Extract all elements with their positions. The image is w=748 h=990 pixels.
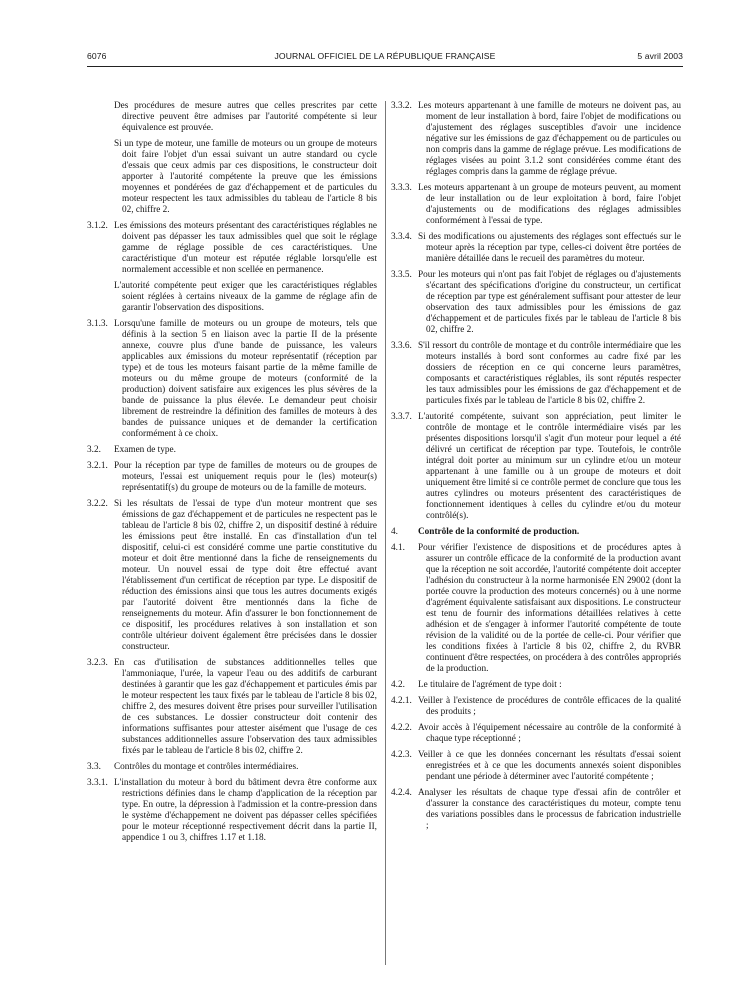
paragraph	[391, 750, 681, 783]
paragraph-text: Si des modifications ou ajustements des réglages sont effectués sur le moteur après la réception par type, celles-ci doivent être portées de manière détaillée dans le recueil des paramètres du moteur.	[418, 232, 681, 264]
paragraph-text: Examen de type.	[114, 445, 176, 455]
paragraph-text: Contrôles du montage et contrôles intermédiaires.	[114, 762, 299, 772]
header-rule	[87, 66, 683, 67]
paragraph-number: 3.3.5.	[391, 270, 412, 280]
right-column	[391, 101, 681, 837]
paragraph	[87, 101, 377, 134]
paragraph-number: 4.2.4.	[391, 788, 412, 798]
paragraph-text: Les moteurs appartenant à une famille de moteurs ne doivent pas, au moment de leur installation à bord, faire l'objet de modifications ou d'ajustement des réglages susceptibles d'avoir une incidence négative sur les émissions de gaz d'échappement ou de particules ou non compris dans la gamme de réglage prévue. Les modifications de réglages visées au point 3.1.2 sont considérées comme étant des réglages compris dans la gamme de réglage prévue.	[418, 101, 681, 177]
paragraph	[87, 762, 377, 773]
paragraph	[391, 183, 681, 227]
paragraph-number: 3.3.4.	[391, 232, 412, 242]
paragraph-number: 3.3.1.	[87, 778, 108, 788]
paragraph-text: Avoir accès à l'équipement nécessaire au contrôle de la conformité à chaque type réceptionné ;	[418, 723, 681, 744]
paragraph-number: 4.2.3.	[391, 750, 412, 760]
paragraph-number: 3.1.2.	[87, 221, 108, 231]
paragraph	[87, 445, 377, 456]
paragraph-number: 3.2.3.	[87, 658, 108, 668]
page-header	[87, 51, 683, 65]
section-title: Contrôle de la conformité de production.	[418, 527, 580, 537]
paragraph	[87, 461, 377, 494]
left-column	[87, 101, 377, 849]
paragraph-text: Veiller à l'existence de procédures de contrôle efficaces de la qualité des produits ;	[418, 696, 681, 717]
page-number: 6076	[87, 51, 107, 61]
journal-title: JOURNAL OFFICIEL DE LA RÉPUBLIQUE FRANÇAISE	[274, 51, 496, 61]
paragraph-number: 3.3.	[87, 762, 101, 772]
paragraph	[391, 341, 681, 407]
paragraph-text: Les émissions des moteurs présentant des caractéristiques réglables ne doivent pas dépasser les taux admissibles quel que soit le réglage gamme de réglage possible de ces caractéristiques. Une caractéristique d'un moteur est réputée réglable lorsqu'elle est normalement accessible et non scellée en permanence.	[114, 221, 377, 275]
paragraph	[87, 778, 377, 844]
paragraph	[391, 680, 681, 691]
paragraph-text: Lorsqu'une famille de moteurs ou un groupe de moteurs, tels que définis à la section 5 en liaison avec la partie II de la présente annexe, couvre plus d'une bande de puissance, les valeurs applicables aux émissions du moteur représentatif (réception par type) et de tous les moteurs faisant partie de la même famille de moteurs ou du même groupe de moteurs (conformité de la production) doivent satisfaire aux exigences les plus sévères de la bande de puissance la plus élevée. Le demandeur peut choisir librement de restreindre la définition des familles de moteurs à des bandes de puissance uniques et de demander la certification conformément à ce choix.	[114, 319, 377, 439]
paragraph-text: Des procédures de mesure autres que celles prescrites par cette directive peuvent être admises par l'autorité compétente si leur équivalence est prouvée.	[114, 101, 377, 133]
paragraph-number: 3.3.6.	[391, 341, 412, 351]
paragraph	[391, 723, 681, 745]
paragraph	[391, 788, 681, 832]
paragraph	[391, 412, 681, 522]
paragraph-text: L'autorité compétente, suivant son appréciation, peut limiter le contrôle de montage et le contrôle intermédiaire visés par les présentes dispositions lorsqu'il s'agit d'un moteur pour lequel a été délivré un certificat de réception par type. Toutefois, le contrôle intégral doit porter au minimum sur un cylindre et/ou un moteur appartenant à une famille ou à un groupe de moteurs et doit uniquement être limité si ce contrôle permet de conclure que tous les autres cylindres ou moteurs présentent des caractéristiques de fonctionnement identiques à celles du cylindre et/ou du moteur contrôlé(s).	[418, 412, 681, 521]
paragraph-text: En cas d'utilisation de substances additionnelles telles que l'ammoniaque, l'urée, la vapeur l'eau ou des additifs de carburant destinées à garantir que les gaz d'échappement et particules émis par le moteur respectent les taux fixés par le tableau de l'article 8 bis 02, chiffre 2, des mesures doivent être prises pour surveiller l'utilisation de ces substances. Le dossier constructeur doit contenir des informations suffisantes pour attester aisément que l'usage de ces substances additionnelles assure l'observation des taux admissibles fixés par le tableau de l'article 8 bis 02, chiffre 2.	[114, 658, 377, 756]
paragraph-number: 4.2.2.	[391, 723, 412, 733]
paragraph-text: Pour vérifier l'existence de dispositions et de procédures aptes à assurer un contrôle efficace de la conformité de la production avant que la réception ne soit accordée, l'autorité compétente doit accepter l'adhésion du constructeur à la norme harmonisée EN 29002 (dont la portée couvre la production des moteurs concernés) ou à une norme d'agrément équivalente satisfaisant aux dispositions. Le constructeur est tenu de fournir des informations détaillées relatives à cette adhésion et de s'engager à informer l'autorité compétente de toute révision de la validité ou de la portée de celle-ci. Pour vérifier que les conditions fixées à l'article 8 bis 02, chiffre 2, du RVBR continuent d'être respectées, on procédera à des contrôles appropriés de la production.	[418, 543, 681, 674]
paragraph	[391, 696, 681, 718]
paragraph	[87, 658, 377, 757]
paragraph-text: Pour la réception par type de familles de moteurs ou de groupes de moteurs, l'essai est uniquement requis pour le (les) moteur(s) représentatif(s) du groupe de moteurs ou de la famille de moteurs.	[114, 461, 377, 493]
paragraph-text: L'installation du moteur à bord du bâtiment devra être conforme aux restrictions définies dans le champ d'application de la réception par type. En outre, la dépression à l'admission et la contre-pression dans le système d'échappement ne doivent pas dépasser celles spécifiées pour le moteur réceptionné respectivement décrit dans la partie II, appendice 1 ou 3, chiffres 1.17 et 1.18.	[114, 778, 377, 843]
paragraph-number: 3.3.3.	[391, 183, 412, 193]
paragraph-number: 3.3.7.	[391, 412, 412, 422]
paragraph-number: 3.2.	[87, 445, 101, 455]
paragraph	[87, 139, 377, 216]
paragraph-text: Pour les moteurs qui n'ont pas fait l'objet de réglages ou d'ajustements s'écartant des spécifications d'origine du constructeur, un certificat de réception par type est généralement suffisant pour attester de leur observation des taux admissibles pour les émissions de gaz d'échappement et de particules fixés par le tableau de l'article 8 bis 02, chiffre 2.	[418, 270, 681, 335]
paragraph-number: 3.2.2.	[87, 499, 108, 509]
paragraph-text: S'il ressort du contrôle de montage et du contrôle intermédiaire que les moteurs installés à bord sont conformes au cadre fixé par les dossiers de réception en ce qui concerne leurs paramètres, composants et caractéristiques réglables, ils sont réputés respecter les taux admissibles pour les émissions de gaz d'échappement et de particules fixés par le tableau de l'article 8 bis 02, chiffre 2.	[418, 341, 681, 406]
paragraph-text: Analyser les résultats de chaque type d'essai afin de contrôler et d'assurer la constance des caractéristiques du moteur, compte tenu des variations possibles dans le processus de fabrication industrielle ;	[418, 788, 681, 831]
paragraph-text: Si les résultats de l'essai de type d'un moteur montrent que ses émissions de gaz d'échappement et de particules ne respectent pas le tableau de l'article 8 bis 02, chiffre 2, un dispositif destiné à réduire les émissions peut être installé. En cas d'installation d'un tel dispositif, celui-ci est considéré comme une partie constitutive du moteur et doit être mentionné dans la fiche de renseignements du moteur. Un nouvel essai de type doit être effectué avant l'établissement d'un certificat de réception par type. Le dispositif de réduction des émissions ainsi que tous les autres documents exigés par l'autorité doivent être mentionnés dans la fiche de renseignements du moteur. Afin d'assurer le bon fonctionnement de ce dispositif, les procédures relatives à son installation et son contrôle ultérieur doivent également être précisées dans le dossier constructeur.	[114, 499, 377, 652]
paragraph-text: Si un type de moteur, une famille de moteurs ou un groupe de moteurs doit faire l'objet d'un essai suivant un autre standard ou cycle d'essais que ceux admis par ces dispositions, le constructeur doit apporter à l'autorité compétente la preuve que les émissions moyennes et pondérées de gaz d'échappement et de particules du moteur respectent les taux admissibles du tableau de l'article 8 bis 02, chiffre 2.	[114, 139, 377, 215]
paragraph	[391, 101, 681, 178]
paragraph	[391, 270, 681, 336]
column-divider	[385, 101, 386, 965]
paragraph-number: 4.2.	[391, 680, 405, 690]
section-heading	[391, 527, 681, 538]
issue-date: 5 avril 2003	[637, 51, 683, 61]
paragraph	[391, 232, 681, 265]
paragraph-text: Veiller à ce que les données concernant les résultats d'essai soient enregistrées et à ce que les documents annexés soient disponibles pendant une période à déterminer avec l'autorité compétente ;	[418, 750, 681, 782]
paragraph	[87, 281, 377, 314]
paragraph-text: Les moteurs appartenant à un groupe de moteurs peuvent, au moment de leur installation ou de leur exploitation à bord, faire l'objet d'ajustements ou de modifications des réglages admissibles conformément à l'essai de type.	[418, 183, 681, 226]
paragraph-text: Le titulaire de l'agrément de type doit :	[418, 680, 562, 690]
paragraph	[87, 499, 377, 653]
paragraph-text: L'autorité compétente peut exiger que les caractéristiques réglables soient réglées à certains niveaux de la gamme de réglage afin de garantir l'observation des dispositions.	[114, 281, 377, 313]
paragraph-number: 3.3.2.	[391, 101, 412, 111]
paragraph-number: 3.2.1.	[87, 461, 108, 471]
section-number: 4.	[391, 527, 398, 537]
paragraph-number: 3.1.3.	[87, 319, 108, 329]
paragraph-number: 4.1.	[391, 543, 405, 553]
paragraph	[87, 221, 377, 276]
paragraph-number: 4.2.1.	[391, 696, 412, 706]
paragraph	[391, 543, 681, 675]
paragraph	[87, 319, 377, 440]
